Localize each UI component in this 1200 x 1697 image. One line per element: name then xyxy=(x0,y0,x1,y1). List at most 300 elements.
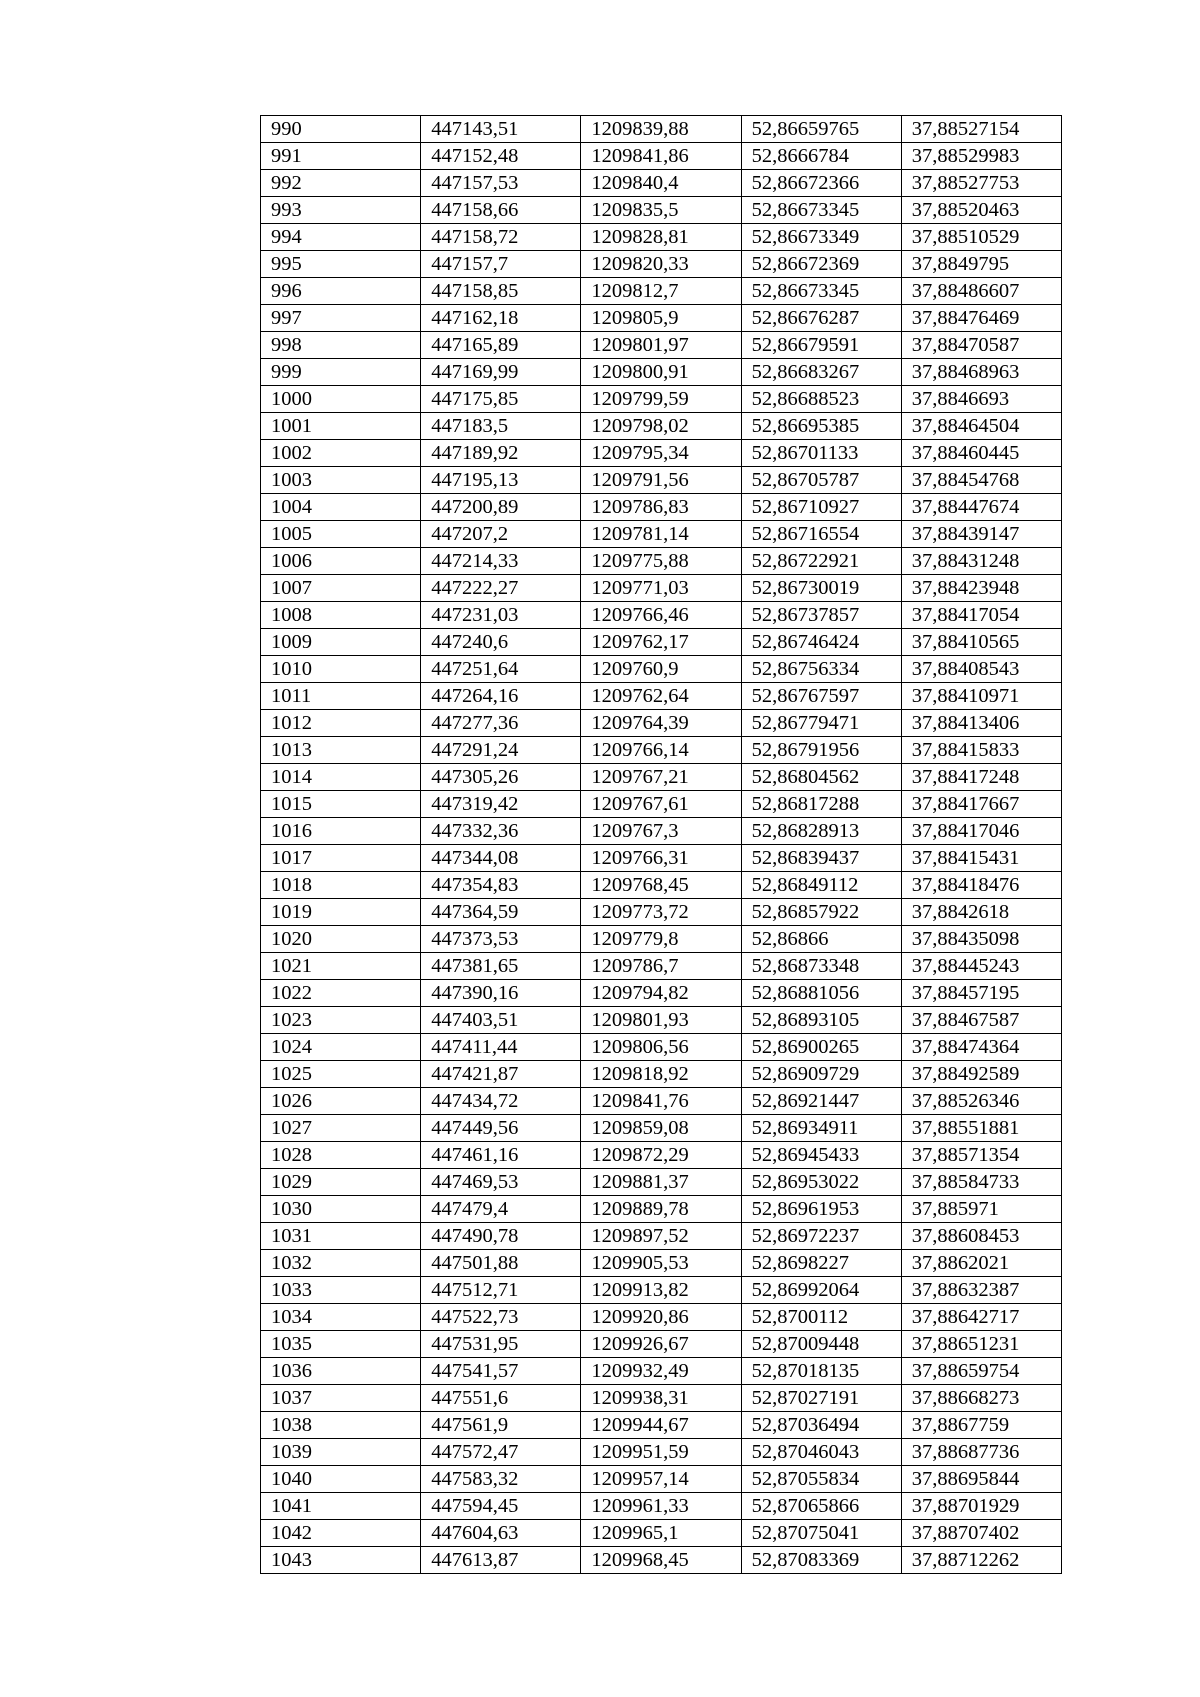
longitude-cell: 37,88527154 xyxy=(901,116,1061,143)
x-coordinate-cell: 447449,56 xyxy=(421,1115,581,1142)
longitude-cell: 37,88447674 xyxy=(901,494,1061,521)
y-coordinate-cell: 1209795,34 xyxy=(581,440,741,467)
x-coordinate-cell: 447183,5 xyxy=(421,413,581,440)
y-coordinate-cell: 1209766,31 xyxy=(581,845,741,872)
latitude-cell: 52,86909729 xyxy=(741,1061,901,1088)
latitude-cell: 52,87027191 xyxy=(741,1385,901,1412)
latitude-cell: 52,86688523 xyxy=(741,386,901,413)
table-row xyxy=(261,1034,1062,1061)
x-coordinate-cell: 447403,51 xyxy=(421,1007,581,1034)
longitude-cell: 37,88492589 xyxy=(901,1061,1061,1088)
table-row xyxy=(261,143,1062,170)
point-number-cell: 993 xyxy=(261,197,421,224)
x-coordinate-cell: 447551,6 xyxy=(421,1385,581,1412)
y-coordinate-cell: 1209818,92 xyxy=(581,1061,741,1088)
latitude-cell: 52,86673349 xyxy=(741,224,901,251)
x-coordinate-cell: 447143,51 xyxy=(421,116,581,143)
longitude-cell: 37,88415833 xyxy=(901,737,1061,764)
point-number-cell: 1015 xyxy=(261,791,421,818)
x-coordinate-cell: 447583,32 xyxy=(421,1466,581,1493)
x-coordinate-cell: 447594,45 xyxy=(421,1493,581,1520)
latitude-cell: 52,86701133 xyxy=(741,440,901,467)
longitude-cell: 37,88707402 xyxy=(901,1520,1061,1547)
latitude-cell: 52,86921447 xyxy=(741,1088,901,1115)
point-number-cell: 1035 xyxy=(261,1331,421,1358)
point-number-cell: 1003 xyxy=(261,467,421,494)
longitude-cell: 37,88476469 xyxy=(901,305,1061,332)
x-coordinate-cell: 447421,87 xyxy=(421,1061,581,1088)
table-row xyxy=(261,845,1062,872)
longitude-cell: 37,88695844 xyxy=(901,1466,1061,1493)
longitude-cell: 37,88460445 xyxy=(901,440,1061,467)
longitude-cell: 37,88474364 xyxy=(901,1034,1061,1061)
longitude-cell: 37,88467587 xyxy=(901,1007,1061,1034)
longitude-cell: 37,88417248 xyxy=(901,764,1061,791)
point-number-cell: 1021 xyxy=(261,953,421,980)
y-coordinate-cell: 1209951,59 xyxy=(581,1439,741,1466)
latitude-cell: 52,86893105 xyxy=(741,1007,901,1034)
x-coordinate-cell: 447364,59 xyxy=(421,899,581,926)
y-coordinate-cell: 1209786,7 xyxy=(581,953,741,980)
table-row xyxy=(261,1385,1062,1412)
point-number-cell: 992 xyxy=(261,170,421,197)
table-row xyxy=(261,1169,1062,1196)
table-row xyxy=(261,413,1062,440)
y-coordinate-cell: 1209764,39 xyxy=(581,710,741,737)
longitude-cell: 37,88413406 xyxy=(901,710,1061,737)
point-number-cell: 1025 xyxy=(261,1061,421,1088)
y-coordinate-cell: 1209968,45 xyxy=(581,1547,741,1574)
y-coordinate-cell: 1209794,82 xyxy=(581,980,741,1007)
latitude-cell: 52,86710927 xyxy=(741,494,901,521)
longitude-cell: 37,88410565 xyxy=(901,629,1061,656)
y-coordinate-cell: 1209801,97 xyxy=(581,332,741,359)
x-coordinate-cell: 447189,92 xyxy=(421,440,581,467)
point-number-cell: 1001 xyxy=(261,413,421,440)
latitude-cell: 52,86705787 xyxy=(741,467,901,494)
y-coordinate-cell: 1209828,81 xyxy=(581,224,741,251)
point-number-cell: 1017 xyxy=(261,845,421,872)
x-coordinate-cell: 447531,95 xyxy=(421,1331,581,1358)
table-row xyxy=(261,1439,1062,1466)
longitude-cell: 37,88687736 xyxy=(901,1439,1061,1466)
point-number-cell: 997 xyxy=(261,305,421,332)
y-coordinate-cell: 1209771,03 xyxy=(581,575,741,602)
y-coordinate-cell: 1209841,76 xyxy=(581,1088,741,1115)
latitude-cell: 52,86857922 xyxy=(741,899,901,926)
table-row xyxy=(261,872,1062,899)
point-number-cell: 1011 xyxy=(261,683,421,710)
point-number-cell: 998 xyxy=(261,332,421,359)
y-coordinate-cell: 1209932,49 xyxy=(581,1358,741,1385)
latitude-cell: 52,86659765 xyxy=(741,116,901,143)
point-number-cell: 1027 xyxy=(261,1115,421,1142)
point-number-cell: 1040 xyxy=(261,1466,421,1493)
y-coordinate-cell: 1209920,86 xyxy=(581,1304,741,1331)
longitude-cell: 37,88435098 xyxy=(901,926,1061,953)
longitude-cell: 37,88417046 xyxy=(901,818,1061,845)
x-coordinate-cell: 447200,89 xyxy=(421,494,581,521)
x-coordinate-cell: 447490,78 xyxy=(421,1223,581,1250)
point-number-cell: 1005 xyxy=(261,521,421,548)
latitude-cell: 52,86934911 xyxy=(741,1115,901,1142)
longitude-cell: 37,88410971 xyxy=(901,683,1061,710)
table-row xyxy=(261,629,1062,656)
latitude-cell: 52,86746424 xyxy=(741,629,901,656)
x-coordinate-cell: 447572,47 xyxy=(421,1439,581,1466)
x-coordinate-cell: 447264,16 xyxy=(421,683,581,710)
point-number-cell: 1032 xyxy=(261,1250,421,1277)
y-coordinate-cell: 1209779,8 xyxy=(581,926,741,953)
table-row xyxy=(261,359,1062,386)
table-row xyxy=(261,1547,1062,1574)
longitude-cell: 37,88417667 xyxy=(901,791,1061,818)
y-coordinate-cell: 1209957,14 xyxy=(581,1466,741,1493)
point-number-cell: 995 xyxy=(261,251,421,278)
point-number-cell: 1012 xyxy=(261,710,421,737)
x-coordinate-cell: 447561,9 xyxy=(421,1412,581,1439)
table-row xyxy=(261,467,1062,494)
latitude-cell: 52,86881056 xyxy=(741,980,901,1007)
y-coordinate-cell: 1209839,88 xyxy=(581,116,741,143)
longitude-cell: 37,88408543 xyxy=(901,656,1061,683)
longitude-cell: 37,88520463 xyxy=(901,197,1061,224)
y-coordinate-cell: 1209926,67 xyxy=(581,1331,741,1358)
latitude-cell: 52,87083369 xyxy=(741,1547,901,1574)
table-row xyxy=(261,278,1062,305)
table-row xyxy=(261,1493,1062,1520)
y-coordinate-cell: 1209791,56 xyxy=(581,467,741,494)
point-number-cell: 1034 xyxy=(261,1304,421,1331)
y-coordinate-cell: 1209767,21 xyxy=(581,764,741,791)
point-number-cell: 1024 xyxy=(261,1034,421,1061)
y-coordinate-cell: 1209872,29 xyxy=(581,1142,741,1169)
longitude-cell: 37,88712262 xyxy=(901,1547,1061,1574)
point-number-cell: 1022 xyxy=(261,980,421,1007)
y-coordinate-cell: 1209762,64 xyxy=(581,683,741,710)
x-coordinate-cell: 447158,66 xyxy=(421,197,581,224)
point-number-cell: 1028 xyxy=(261,1142,421,1169)
y-coordinate-cell: 1209762,17 xyxy=(581,629,741,656)
x-coordinate-cell: 447381,65 xyxy=(421,953,581,980)
y-coordinate-cell: 1209798,02 xyxy=(581,413,741,440)
y-coordinate-cell: 1209961,33 xyxy=(581,1493,741,1520)
x-coordinate-cell: 447501,88 xyxy=(421,1250,581,1277)
x-coordinate-cell: 447157,7 xyxy=(421,251,581,278)
table-row xyxy=(261,521,1062,548)
table-row xyxy=(261,494,1062,521)
y-coordinate-cell: 1209766,46 xyxy=(581,602,741,629)
y-coordinate-cell: 1209965,1 xyxy=(581,1520,741,1547)
longitude-cell: 37,88642717 xyxy=(901,1304,1061,1331)
latitude-cell: 52,86779471 xyxy=(741,710,901,737)
x-coordinate-cell: 447461,16 xyxy=(421,1142,581,1169)
x-coordinate-cell: 447332,36 xyxy=(421,818,581,845)
point-number-cell: 1031 xyxy=(261,1223,421,1250)
table-row xyxy=(261,251,1062,278)
point-number-cell: 1000 xyxy=(261,386,421,413)
longitude-cell: 37,88526346 xyxy=(901,1088,1061,1115)
latitude-cell: 52,86716554 xyxy=(741,521,901,548)
longitude-cell: 37,8846693 xyxy=(901,386,1061,413)
longitude-cell: 37,88418476 xyxy=(901,872,1061,899)
latitude-cell: 52,87065866 xyxy=(741,1493,901,1520)
point-number-cell: 1036 xyxy=(261,1358,421,1385)
latitude-cell: 52,87046043 xyxy=(741,1439,901,1466)
x-coordinate-cell: 447165,89 xyxy=(421,332,581,359)
latitude-cell: 52,86737857 xyxy=(741,602,901,629)
longitude-cell: 37,88470587 xyxy=(901,332,1061,359)
point-number-cell: 1043 xyxy=(261,1547,421,1574)
table-row xyxy=(261,575,1062,602)
latitude-cell: 52,86961953 xyxy=(741,1196,901,1223)
table-row xyxy=(261,1277,1062,1304)
x-coordinate-cell: 447373,53 xyxy=(421,926,581,953)
y-coordinate-cell: 1209840,4 xyxy=(581,170,741,197)
y-coordinate-cell: 1209897,52 xyxy=(581,1223,741,1250)
latitude-cell: 52,86972237 xyxy=(741,1223,901,1250)
x-coordinate-cell: 447344,08 xyxy=(421,845,581,872)
longitude-cell: 37,88417054 xyxy=(901,602,1061,629)
y-coordinate-cell: 1209889,78 xyxy=(581,1196,741,1223)
table-row xyxy=(261,764,1062,791)
y-coordinate-cell: 1209913,82 xyxy=(581,1277,741,1304)
longitude-cell: 37,88527753 xyxy=(901,170,1061,197)
latitude-cell: 52,87009448 xyxy=(741,1331,901,1358)
longitude-cell: 37,88464504 xyxy=(901,413,1061,440)
latitude-cell: 52,86756334 xyxy=(741,656,901,683)
table-row xyxy=(261,980,1062,1007)
y-coordinate-cell: 1209767,3 xyxy=(581,818,741,845)
latitude-cell: 52,87075041 xyxy=(741,1520,901,1547)
latitude-cell: 52,86866 xyxy=(741,926,901,953)
longitude-cell: 37,8862021 xyxy=(901,1250,1061,1277)
x-coordinate-cell: 447251,64 xyxy=(421,656,581,683)
latitude-cell: 52,86945433 xyxy=(741,1142,901,1169)
latitude-cell: 52,86849112 xyxy=(741,872,901,899)
longitude-cell: 37,88651231 xyxy=(901,1331,1061,1358)
table-row xyxy=(261,1223,1062,1250)
x-coordinate-cell: 447158,72 xyxy=(421,224,581,251)
point-number-cell: 1002 xyxy=(261,440,421,467)
point-number-cell: 1037 xyxy=(261,1385,421,1412)
point-number-cell: 1013 xyxy=(261,737,421,764)
table-row xyxy=(261,737,1062,764)
x-coordinate-cell: 447541,57 xyxy=(421,1358,581,1385)
point-number-cell: 1039 xyxy=(261,1439,421,1466)
y-coordinate-cell: 1209812,7 xyxy=(581,278,741,305)
x-coordinate-cell: 447319,42 xyxy=(421,791,581,818)
point-number-cell: 1009 xyxy=(261,629,421,656)
longitude-cell: 37,8849795 xyxy=(901,251,1061,278)
latitude-cell: 52,86673345 xyxy=(741,278,901,305)
table-row xyxy=(261,926,1062,953)
y-coordinate-cell: 1209938,31 xyxy=(581,1385,741,1412)
coordinates-table-body xyxy=(261,116,1062,1574)
x-coordinate-cell: 447222,27 xyxy=(421,575,581,602)
point-number-cell: 1008 xyxy=(261,602,421,629)
latitude-cell: 52,86817288 xyxy=(741,791,901,818)
table-row xyxy=(261,1007,1062,1034)
latitude-cell: 52,86683267 xyxy=(741,359,901,386)
latitude-cell: 52,87036494 xyxy=(741,1412,901,1439)
table-row xyxy=(261,197,1062,224)
table-row xyxy=(261,953,1062,980)
point-number-cell: 1041 xyxy=(261,1493,421,1520)
point-number-cell: 999 xyxy=(261,359,421,386)
point-number-cell: 1010 xyxy=(261,656,421,683)
y-coordinate-cell: 1209801,93 xyxy=(581,1007,741,1034)
longitude-cell: 37,88457195 xyxy=(901,980,1061,1007)
coordinates-table xyxy=(260,115,1062,1574)
point-number-cell: 1029 xyxy=(261,1169,421,1196)
table-row xyxy=(261,1115,1062,1142)
y-coordinate-cell: 1209767,61 xyxy=(581,791,741,818)
x-coordinate-cell: 447305,26 xyxy=(421,764,581,791)
y-coordinate-cell: 1209905,53 xyxy=(581,1250,741,1277)
latitude-cell: 52,86672366 xyxy=(741,170,901,197)
table-row xyxy=(261,1061,1062,1088)
latitude-cell: 52,86673345 xyxy=(741,197,901,224)
point-number-cell: 1018 xyxy=(261,872,421,899)
longitude-cell: 37,88571354 xyxy=(901,1142,1061,1169)
longitude-cell: 37,8867759 xyxy=(901,1412,1061,1439)
point-number-cell: 1038 xyxy=(261,1412,421,1439)
latitude-cell: 52,87055834 xyxy=(741,1466,901,1493)
longitude-cell: 37,88439147 xyxy=(901,521,1061,548)
point-number-cell: 1006 xyxy=(261,548,421,575)
latitude-cell: 52,8700112 xyxy=(741,1304,901,1331)
longitude-cell: 37,88454768 xyxy=(901,467,1061,494)
point-number-cell: 1023 xyxy=(261,1007,421,1034)
point-number-cell: 994 xyxy=(261,224,421,251)
longitude-cell: 37,88584733 xyxy=(901,1169,1061,1196)
x-coordinate-cell: 447354,83 xyxy=(421,872,581,899)
x-coordinate-cell: 447604,63 xyxy=(421,1520,581,1547)
table-row xyxy=(261,899,1062,926)
longitude-cell: 37,88415431 xyxy=(901,845,1061,872)
table-row xyxy=(261,1304,1062,1331)
point-number-cell: 1019 xyxy=(261,899,421,926)
table-row xyxy=(261,305,1062,332)
table-row xyxy=(261,710,1062,737)
point-number-cell: 1030 xyxy=(261,1196,421,1223)
longitude-cell: 37,88445243 xyxy=(901,953,1061,980)
x-coordinate-cell: 447479,4 xyxy=(421,1196,581,1223)
latitude-cell: 52,86839437 xyxy=(741,845,901,872)
table-row xyxy=(261,1412,1062,1439)
latitude-cell: 52,86679591 xyxy=(741,332,901,359)
longitude-cell: 37,88608453 xyxy=(901,1223,1061,1250)
table-row xyxy=(261,548,1062,575)
longitude-cell: 37,8842618 xyxy=(901,899,1061,926)
point-number-cell: 1033 xyxy=(261,1277,421,1304)
y-coordinate-cell: 1209799,59 xyxy=(581,386,741,413)
x-coordinate-cell: 447240,6 xyxy=(421,629,581,656)
longitude-cell: 37,88431248 xyxy=(901,548,1061,575)
point-number-cell: 1042 xyxy=(261,1520,421,1547)
x-coordinate-cell: 447390,16 xyxy=(421,980,581,1007)
latitude-cell: 52,86672369 xyxy=(741,251,901,278)
point-number-cell: 1026 xyxy=(261,1088,421,1115)
latitude-cell: 52,86900265 xyxy=(741,1034,901,1061)
x-coordinate-cell: 447214,33 xyxy=(421,548,581,575)
table-row xyxy=(261,791,1062,818)
latitude-cell: 52,87018135 xyxy=(741,1358,901,1385)
longitude-cell: 37,88632387 xyxy=(901,1277,1061,1304)
y-coordinate-cell: 1209766,14 xyxy=(581,737,741,764)
y-coordinate-cell: 1209773,72 xyxy=(581,899,741,926)
longitude-cell: 37,88659754 xyxy=(901,1358,1061,1385)
y-coordinate-cell: 1209881,37 xyxy=(581,1169,741,1196)
y-coordinate-cell: 1209781,14 xyxy=(581,521,741,548)
longitude-cell: 37,88510529 xyxy=(901,224,1061,251)
point-number-cell: 1016 xyxy=(261,818,421,845)
y-coordinate-cell: 1209841,86 xyxy=(581,143,741,170)
latitude-cell: 52,86791956 xyxy=(741,737,901,764)
latitude-cell: 52,86992064 xyxy=(741,1277,901,1304)
table-row xyxy=(261,1331,1062,1358)
table-row xyxy=(261,1142,1062,1169)
table-row xyxy=(261,1088,1062,1115)
x-coordinate-cell: 447522,73 xyxy=(421,1304,581,1331)
x-coordinate-cell: 447469,53 xyxy=(421,1169,581,1196)
longitude-cell: 37,88423948 xyxy=(901,575,1061,602)
table-row xyxy=(261,1520,1062,1547)
point-number-cell: 1020 xyxy=(261,926,421,953)
table-row xyxy=(261,683,1062,710)
x-coordinate-cell: 447157,53 xyxy=(421,170,581,197)
longitude-cell: 37,88529983 xyxy=(901,143,1061,170)
point-number-cell: 1004 xyxy=(261,494,421,521)
y-coordinate-cell: 1209944,67 xyxy=(581,1412,741,1439)
table-row xyxy=(261,224,1062,251)
longitude-cell: 37,88551881 xyxy=(901,1115,1061,1142)
x-coordinate-cell: 447434,72 xyxy=(421,1088,581,1115)
latitude-cell: 52,8666784 xyxy=(741,143,901,170)
x-coordinate-cell: 447152,48 xyxy=(421,143,581,170)
latitude-cell: 52,86695385 xyxy=(741,413,901,440)
table-row xyxy=(261,1466,1062,1493)
x-coordinate-cell: 447231,03 xyxy=(421,602,581,629)
x-coordinate-cell: 447175,85 xyxy=(421,386,581,413)
latitude-cell: 52,86676287 xyxy=(741,305,901,332)
latitude-cell: 52,86953022 xyxy=(741,1169,901,1196)
y-coordinate-cell: 1209805,9 xyxy=(581,305,741,332)
x-coordinate-cell: 447207,2 xyxy=(421,521,581,548)
y-coordinate-cell: 1209775,88 xyxy=(581,548,741,575)
point-number-cell: 991 xyxy=(261,143,421,170)
longitude-cell: 37,88486607 xyxy=(901,278,1061,305)
point-number-cell: 1007 xyxy=(261,575,421,602)
y-coordinate-cell: 1209859,08 xyxy=(581,1115,741,1142)
latitude-cell: 52,86767597 xyxy=(741,683,901,710)
y-coordinate-cell: 1209820,33 xyxy=(581,251,741,278)
table-row xyxy=(261,602,1062,629)
table-row xyxy=(261,440,1062,467)
x-coordinate-cell: 447169,99 xyxy=(421,359,581,386)
x-coordinate-cell: 447162,18 xyxy=(421,305,581,332)
x-coordinate-cell: 447277,36 xyxy=(421,710,581,737)
x-coordinate-cell: 447195,13 xyxy=(421,467,581,494)
table-row xyxy=(261,1250,1062,1277)
longitude-cell: 37,885971 xyxy=(901,1196,1061,1223)
longitude-cell: 37,88468963 xyxy=(901,359,1061,386)
x-coordinate-cell: 447291,24 xyxy=(421,737,581,764)
y-coordinate-cell: 1209768,45 xyxy=(581,872,741,899)
x-coordinate-cell: 447512,71 xyxy=(421,1277,581,1304)
latitude-cell: 52,86722921 xyxy=(741,548,901,575)
